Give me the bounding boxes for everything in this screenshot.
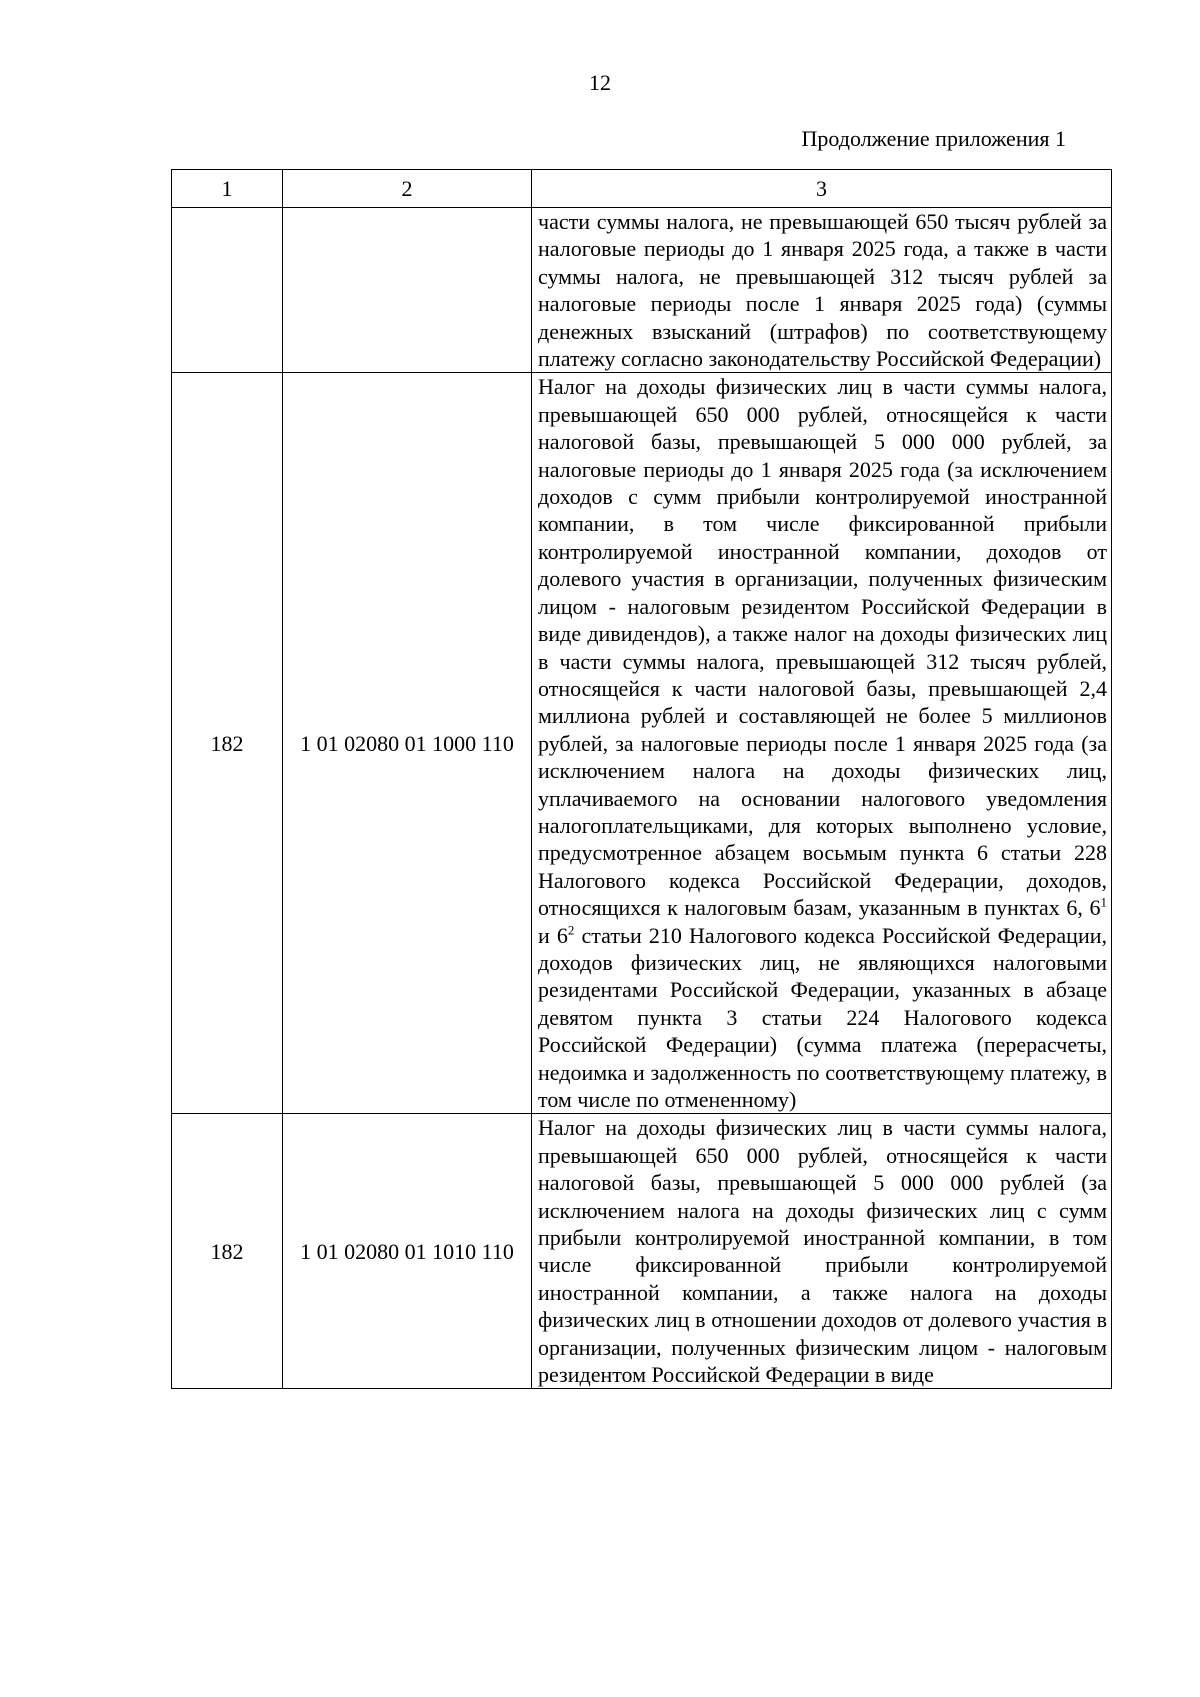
description-text-part-2: и 6	[538, 922, 568, 948]
table-row	[172, 208, 1112, 373]
column-header-1: 1	[172, 170, 283, 208]
superscript-2: 2	[567, 922, 575, 938]
table-header-row	[172, 170, 1112, 208]
description-text: Налог на доходы физических лиц в части суммы налога, превышающей 650 000 рублей, относящейся к части налоговой базы, превышающей 5 000 000 рублей (за исключением налога на доходы физических лиц с сумм прибыли контролируемой иностранной компании, в том числе фиксированной прибыли контролируемой иностранной компании, а также налога на доходы физических лиц в отношении доходов от долевого участия в организации, полученных физическим лицом - налоговым резидентом Российской Федерации в виде	[538, 1115, 1107, 1388]
table-row	[172, 1114, 1112, 1389]
description-cell	[532, 1114, 1112, 1389]
admin-code-cell	[172, 208, 283, 373]
description-text-part-1: Налог на доходы физических лиц в части суммы налога, превышающей 650 000 рублей, относящейся к части налоговой базы, превышающей 5 000 000 рублей, за налоговые периоды до 1 января 2025 года (за исключением доходов с сумм прибыли контролируемой иностранной компании, в том числе фиксированной прибыли контролируемой иностранной компании, доходов от долевого участия в организации, полученных физическим лицом - налоговым резидентом Российской Федерации в виде дивидендов), а также налог на доходы физических лиц в части суммы налога, превышающей 312 тысяч рублей, относящейся к части налоговой базы, превышающей 2,4 миллиона рублей и составляющей не более 5 миллионов рублей, за налоговые периоды после 1 января 2025 года (за исключением налога на доходы физических лиц, уплачиваемого на основании налогового уведомления налогоплательщиками, для которых выполнено условие, предусмотренное абзацем восьмым пункта 6 статьи 228 Налогового кодекса Российской Федерации, доходов, относящихся к налоговым базам, указанным в пунктах 6, 6	[538, 374, 1107, 921]
column-header-2: 2	[283, 170, 532, 208]
superscript-1: 1	[1100, 894, 1107, 910]
description-text: части суммы налога, не превышающей 650 тысяч рублей за налоговые периоды до 1 января 2025 года, а также в части суммы налога, не превышающей 312 тысяч рублей за налоговые периоды после 1 января 2025 года) (суммы денежных взысканий (штрафов) по соответствующему платежу согласно законодательству Российской Федерации)	[538, 209, 1107, 372]
admin-code-cell: 182	[172, 373, 283, 1114]
bcc-code-cell: 1 01 02080 01 1000 110	[283, 373, 532, 1114]
bcc-code-cell: 1 01 02080 01 1010 110	[283, 1114, 532, 1389]
column-header-3: 3	[532, 170, 1112, 208]
description-text-part-3: статьи 210 Налогового кодекса Российской Федерации, доходов физических лиц, не являющихся налоговыми резидентами Российской Федерации, указанных в абзаце девятом пункта 3 статьи 224 Налогового кодекса Российской Федерации) (сумма платежа (перерасчеты, недоимка и задолженность по соответствующему платежу, в том числе по отмененному)	[538, 922, 1107, 1112]
description-text	[538, 373, 1107, 1113]
bcc-code-cell	[283, 208, 532, 373]
description-cell	[532, 373, 1112, 1114]
appendix-continuation-label: Продолжение приложения 1	[801, 126, 1066, 151]
admin-code-cell: 182	[172, 1114, 283, 1389]
page-number: 12	[589, 70, 611, 95]
table-row	[172, 373, 1112, 1114]
budget-classification-table	[171, 169, 1112, 1389]
description-cell	[532, 208, 1112, 373]
